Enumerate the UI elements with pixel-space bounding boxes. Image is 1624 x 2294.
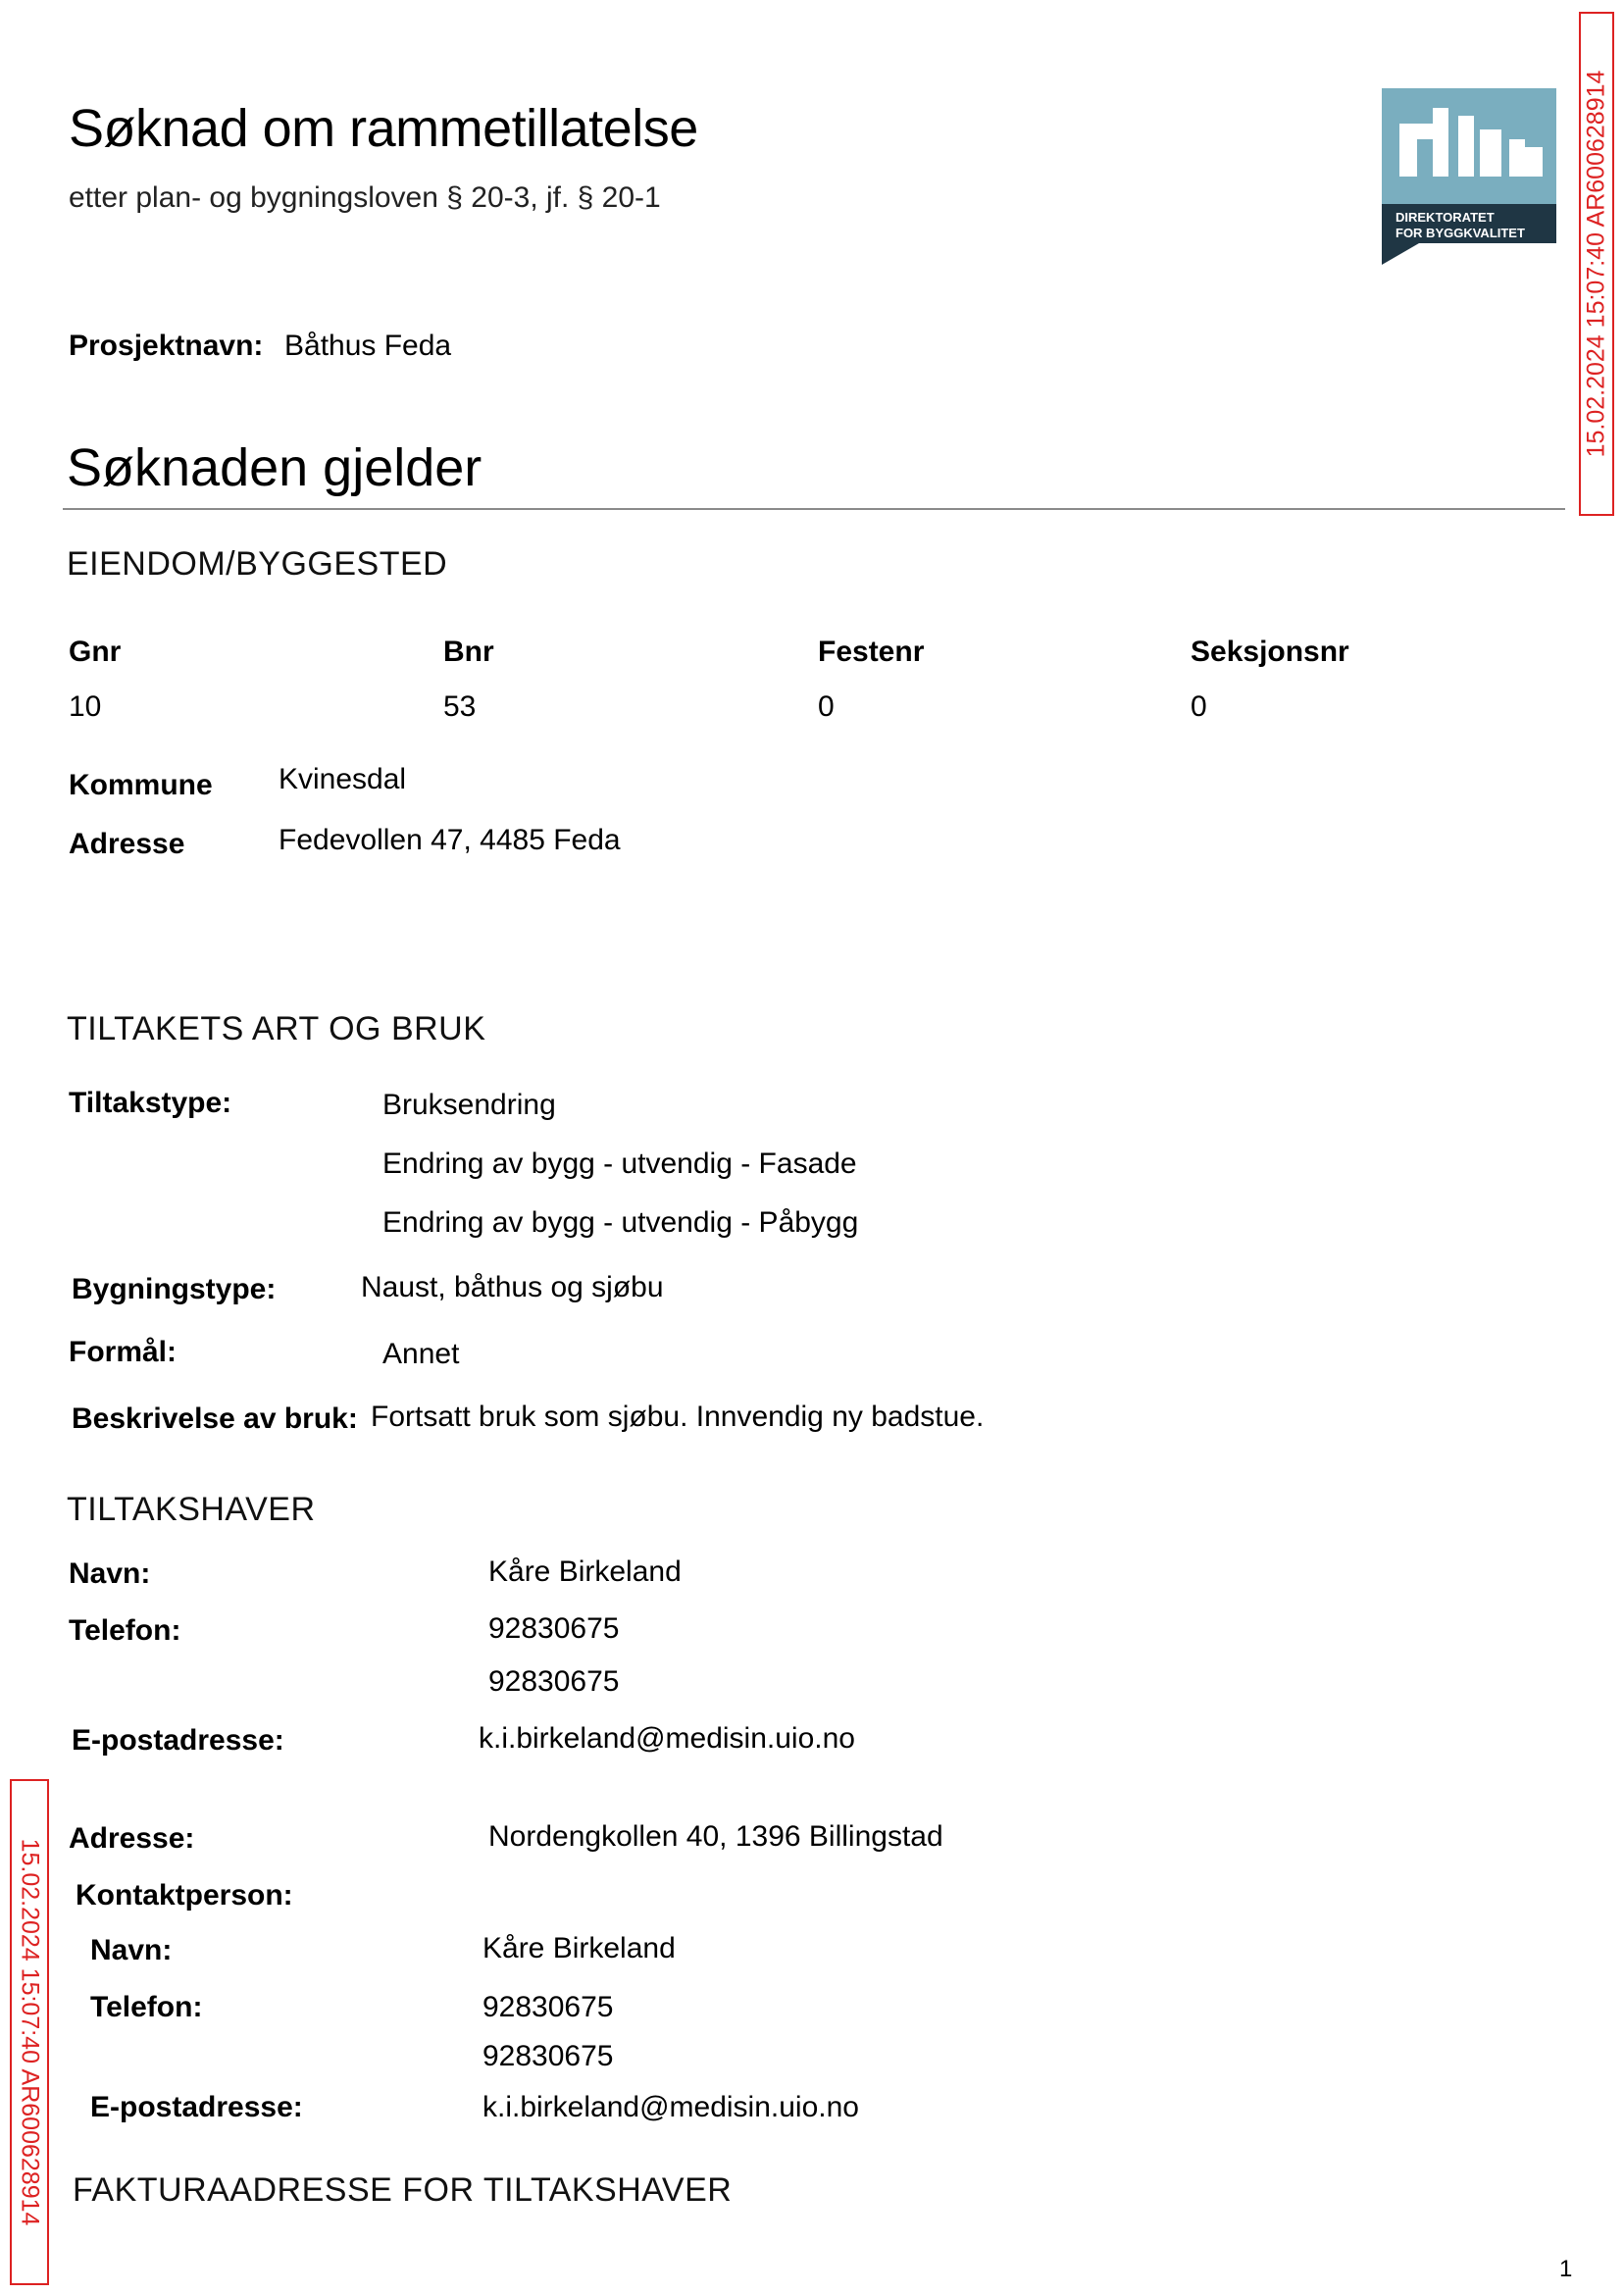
tiltakstype-item: Bruksendring xyxy=(382,1089,556,1121)
bygningstype-label: Bygningstype: xyxy=(72,1273,277,1305)
logo-mark xyxy=(1382,88,1556,204)
tiltakstype-item: Endring av bygg - utvendig - Påbygg xyxy=(382,1206,859,1239)
tiltakstype-item: Endring av bygg - utvendig - Fasade xyxy=(382,1147,857,1180)
project-label: Prosjektnavn: xyxy=(69,330,264,362)
archive-stamp-left: 15.02.2024 15:07:40 AR600628914 xyxy=(10,1779,49,2285)
col-gnr: Gnr xyxy=(69,636,122,668)
dibk-logo xyxy=(1382,88,1556,253)
adresse-value: Fedevollen 47, 4485 Feda xyxy=(279,824,621,856)
tiltakshaver-adresse-label: Adresse: xyxy=(69,1822,195,1855)
kontakt-epost-value: k.i.birkeland@medisin.uio.no xyxy=(482,2091,859,2123)
kontakt-navn-value: Kåre Birkeland xyxy=(482,1932,676,1964)
val-gnr: 10 xyxy=(69,690,102,723)
telefon-value: 92830675 xyxy=(488,1612,620,1645)
faktura-heading: FAKTURAADRESSE FOR TILTAKSHAVER xyxy=(73,2171,733,2209)
col-bnr: Bnr xyxy=(443,636,494,668)
formal-value: Annet xyxy=(382,1338,460,1370)
archive-stamp-right: 15.02.2024 15:07:40 AR600628914 xyxy=(1579,12,1614,516)
logo-tab xyxy=(1382,243,1419,265)
kontakt-navn-label: Navn: xyxy=(90,1934,173,1966)
kontakt-telefon-value: 92830675 xyxy=(482,2040,614,2072)
kontakt-epost-label: E-postadresse: xyxy=(90,2091,303,2123)
section-divider xyxy=(63,508,1565,510)
kommune-label: Kommune xyxy=(69,769,213,801)
tiltakshaver-heading: TILTAKSHAVER xyxy=(67,1491,316,1528)
page-subtitle: etter plan- og bygningsloven § 20-3, jf. § 20-1 xyxy=(69,181,661,214)
formal-label: Formål: xyxy=(69,1336,178,1368)
col-seksjonsnr: Seksjonsnr xyxy=(1191,636,1349,668)
kontaktperson-label: Kontaktperson: xyxy=(76,1879,293,1912)
val-seksjonsnr: 0 xyxy=(1191,690,1207,723)
beskrivelse-value: Fortsatt bruk som sjøbu. Innvendig ny badstue. xyxy=(371,1401,985,1433)
telefon-label: Telefon: xyxy=(69,1614,181,1647)
epost-label: E-postadresse: xyxy=(72,1724,284,1757)
project-value: Båthus Feda xyxy=(284,330,452,362)
page-number: 1 xyxy=(1559,2256,1573,2282)
page-title: Søknad om rammetillatelse xyxy=(69,99,698,158)
navn-value: Kåre Birkeland xyxy=(488,1555,682,1588)
beskrivelse-label: Beskrivelse av bruk: xyxy=(72,1402,358,1435)
tiltakshaver-adresse-value: Nordengkollen 40, 1396 Billingstad xyxy=(488,1820,943,1853)
col-festenr: Festenr xyxy=(818,636,925,668)
val-festenr: 0 xyxy=(818,690,835,723)
kontakt-telefon-label: Telefon: xyxy=(90,1991,203,2023)
section-title: Søknaden gjelder xyxy=(67,438,482,497)
kommune-value: Kvinesdal xyxy=(279,763,407,795)
val-bnr: 53 xyxy=(443,690,477,723)
adresse-label: Adresse xyxy=(69,828,185,860)
logo-text: DIREKTORATET FOR BYGGKVALITET xyxy=(1382,204,1556,243)
telefon-value: 92830675 xyxy=(488,1665,620,1698)
kontakt-telefon-value: 92830675 xyxy=(482,1991,614,2023)
navn-label: Navn: xyxy=(69,1557,151,1590)
bygningstype-value: Naust, båthus og sjøbu xyxy=(361,1271,664,1303)
tiltak-heading: TILTAKETS ART OG BRUK xyxy=(67,1010,486,1047)
eiendom-heading: EIENDOM/BYGGESTED xyxy=(67,545,448,583)
tiltakstype-label: Tiltakstype: xyxy=(69,1087,232,1119)
epost-value: k.i.birkeland@medisin.uio.no xyxy=(479,1722,855,1755)
